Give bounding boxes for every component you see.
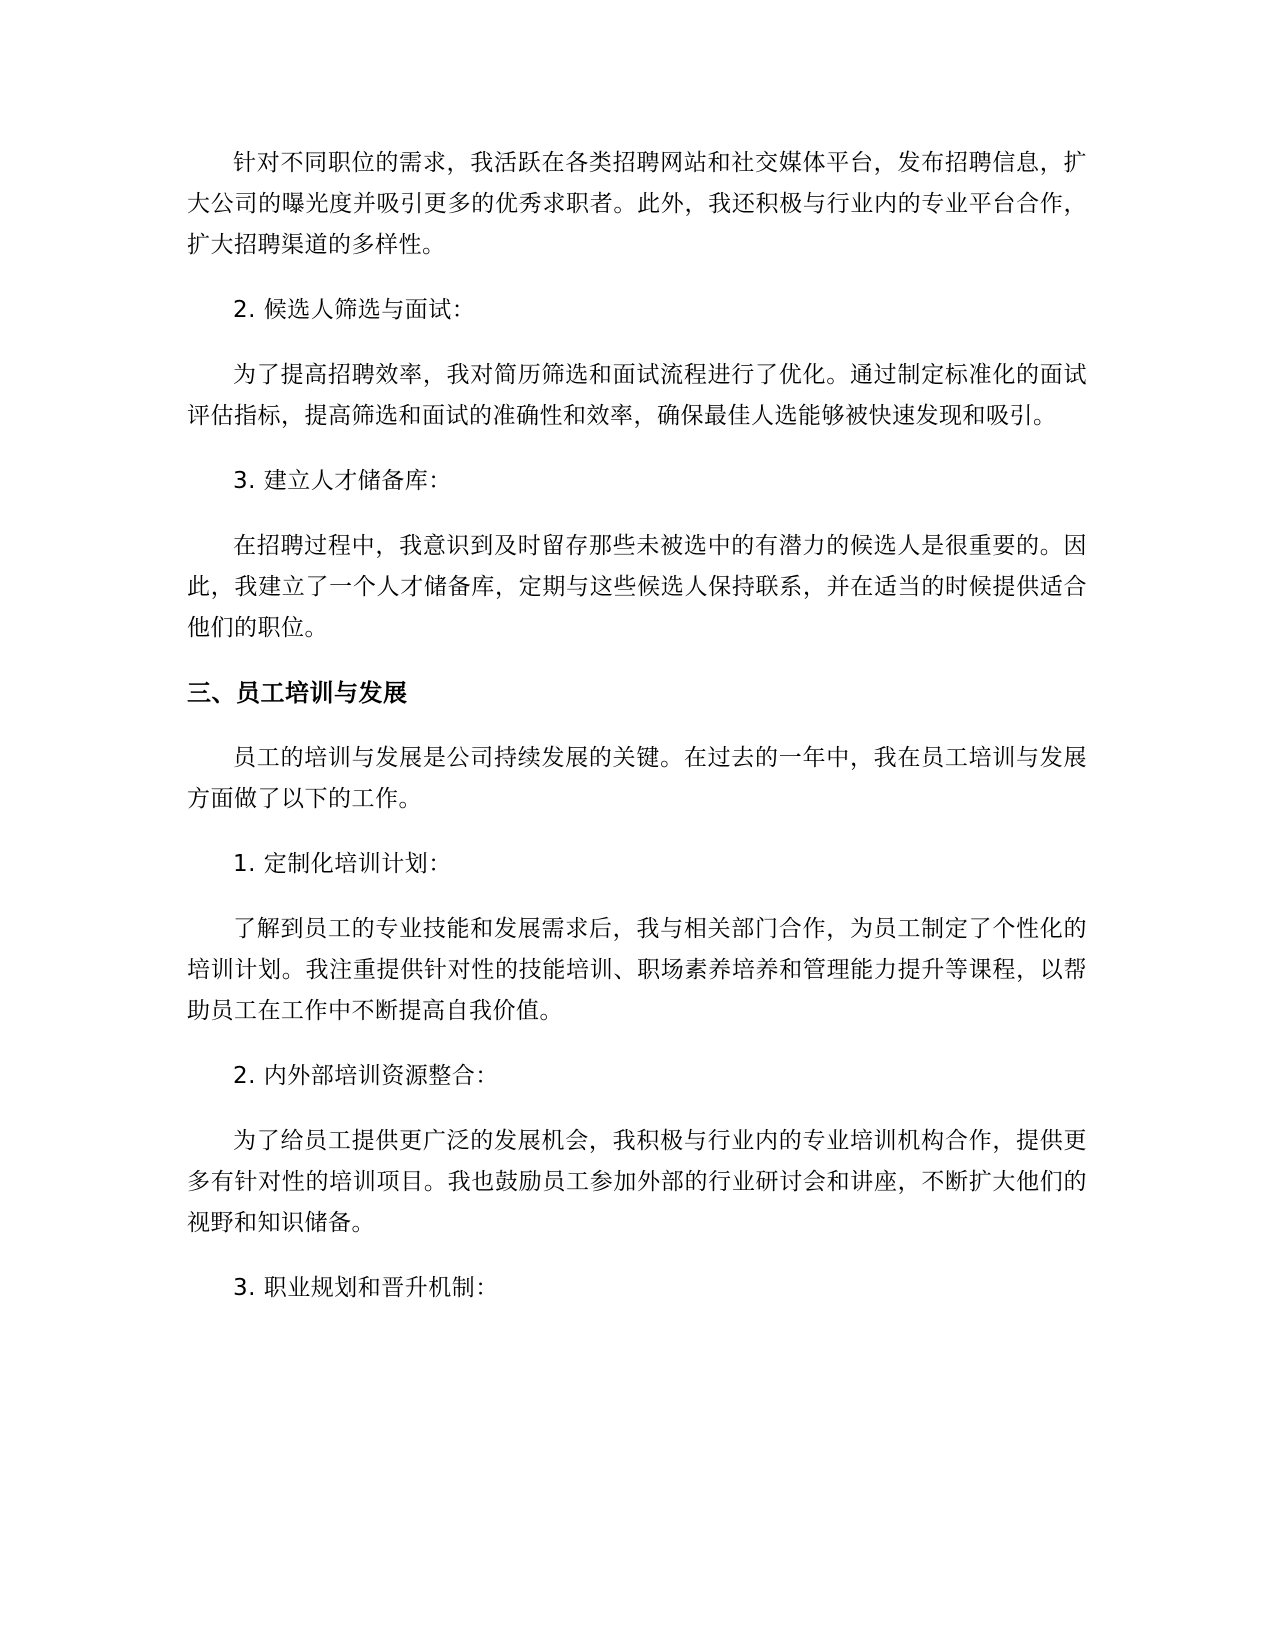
list-item-talent-pool: 3. 建立人才储备库： bbox=[233, 468, 452, 494]
paragraph-section-intro: 员工的培训与发展是公司持续发展的关键。在过去的一年中，我在员工培训与发展方面做了以下的工作。 bbox=[187, 745, 1087, 812]
list-item-training-resources: 2. 内外部培训资源整合： bbox=[233, 1063, 499, 1089]
paragraph-talent-pool: 在招聘过程中，我意识到及时留存那些未被选中的有潜力的候选人是很重要的。因此，我建立了一个人才储备库，定期与这些候选人保持联系，并在适当的时候提供适合他们的职位。 bbox=[187, 533, 1087, 641]
document-body bbox=[187, 143, 1087, 1309]
paragraph-recruitment-channels: 针对不同职位的需求，我活跃在各类招聘网站和社交媒体平台，发布招聘信息，扩大公司的曝光度并吸引更多的优秀求职者。此外，我还积极与行业内的专业平台合作，扩大招聘渠道的多样性。 bbox=[187, 150, 1087, 258]
paragraph-training-resources: 为了给员工提供更广泛的发展机会，我积极与行业内的专业培训机构合作，提供更多有针对性的培训项目。我也鼓励员工参加外部的行业研讨会和讲座，不断扩大他们的视野和知识储备。 bbox=[187, 1128, 1087, 1236]
paragraph-custom-training: 了解到员工的专业技能和发展需求后，我与相关部门合作，为员工制定了个性化的培训计划。我注重提供针对性的技能培训、职场素养培养和管理能力提升等课程，以帮助员工在工作中不断提高自我价值。 bbox=[187, 916, 1087, 1024]
list-item-custom-training: 1. 定制化培训计划： bbox=[233, 851, 452, 877]
section-heading: 三、员工培训与发展 bbox=[187, 679, 408, 707]
list-item-candidate-screening: 2. 候选人筛选与面试： bbox=[233, 297, 476, 323]
list-item-career-planning: 3. 职业规划和晋升机制： bbox=[233, 1275, 499, 1301]
paragraph-candidate-screening: 为了提高招聘效率，我对简历筛选和面试流程进行了优化。通过制定标准化的面试评估指标，提高筛选和面试的准确性和效率，确保最佳人选能够被快速发现和吸引。 bbox=[187, 362, 1087, 429]
